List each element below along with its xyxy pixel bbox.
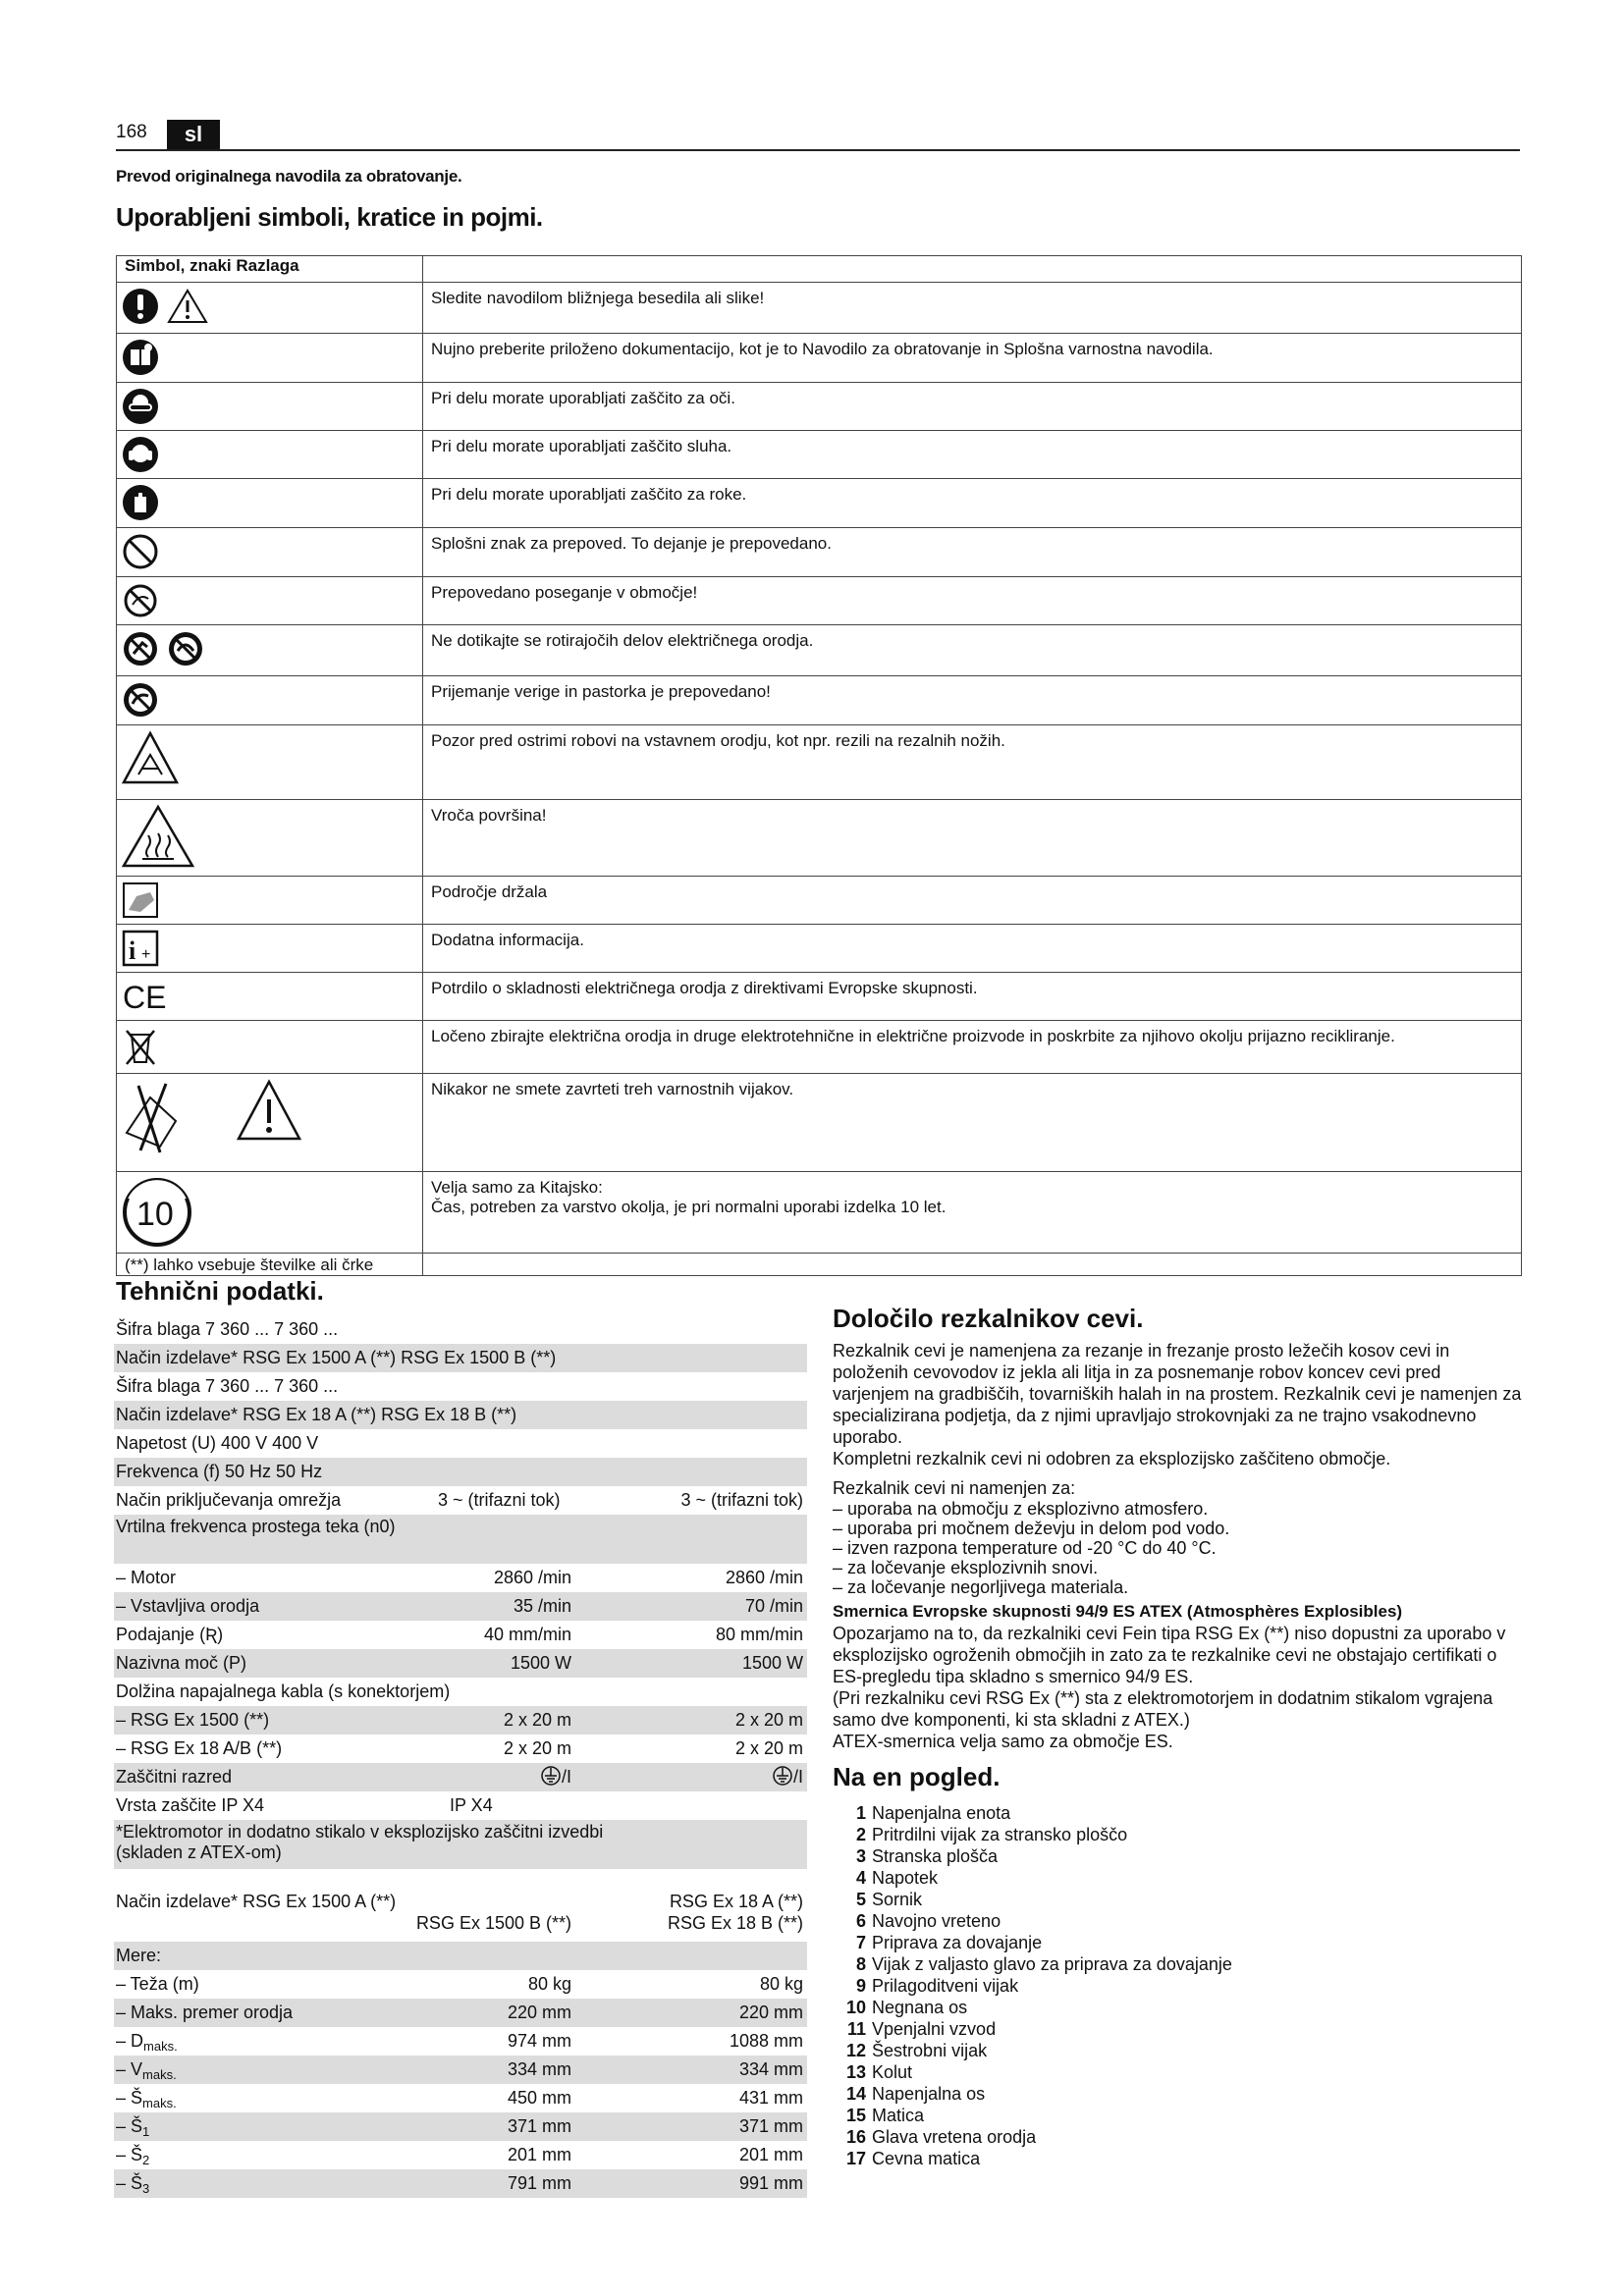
tech-row xyxy=(114,1735,807,1763)
tech-label: Vrtilna frekvenca prostega teka (n0) xyxy=(116,1517,396,1536)
part-name: Stranska plošča xyxy=(872,1846,999,1866)
grip-area-icon xyxy=(117,877,423,925)
tech-value-a: 2 x 20 m xyxy=(503,1738,571,1758)
tech-label: – Š xyxy=(116,2116,143,2136)
tech-label-subscript: maks. xyxy=(143,2039,178,2054)
tech-value-b: 201 mm xyxy=(738,2145,803,2164)
symbol-description: Pri delu morate uporabljati zaščito za oči. xyxy=(431,389,735,407)
symbol-row xyxy=(117,383,1522,431)
tech-row xyxy=(114,1372,807,1401)
tech-label: – Š xyxy=(116,2088,143,2108)
tech-label: – Vstavljiva orodja xyxy=(116,1596,260,1616)
tech-label: Način priključevanja omrežja xyxy=(116,1490,342,1510)
tech-row xyxy=(114,1592,807,1621)
tech-value-b: 371 mm xyxy=(738,2116,803,2136)
no-reach-icon xyxy=(117,577,423,625)
tech-value-b: 1088 mm xyxy=(729,2031,803,2051)
part-number: 2 xyxy=(855,1825,866,1844)
model-b1: RSG Ex 18 A (**) xyxy=(669,1892,803,1911)
part-item xyxy=(846,1910,1522,1932)
symbol-description: Ne dotikajte se rotirajočih delov električnega orodja. xyxy=(431,631,814,650)
part-item xyxy=(846,2040,1522,2061)
ce-mark-icon xyxy=(117,973,423,1021)
tech-value-a: 2860 /min xyxy=(493,1568,571,1587)
tech-row xyxy=(114,2141,807,2169)
tech-label: – Motor xyxy=(116,1568,177,1587)
tech-row xyxy=(114,1999,807,2027)
tech-row xyxy=(114,1942,807,1970)
symbol-row xyxy=(117,925,1522,973)
tech-row xyxy=(114,2056,807,2084)
tech-value-a: 201 mm xyxy=(507,2145,571,2164)
part-item xyxy=(846,1932,1522,1953)
model-label: Način izdelave* RSG Ex 1500 A (**) xyxy=(116,1892,397,1911)
symbol-row xyxy=(117,1172,1522,1254)
tech-row xyxy=(114,2027,807,2056)
tech-value-b: 220 mm xyxy=(738,2002,803,2022)
tech-label: Šifra blaga 7 360 ... 7 360 ... xyxy=(116,1376,339,1396)
hot-surface-icon xyxy=(117,800,423,877)
symbol-row xyxy=(117,1074,1522,1172)
part-item xyxy=(846,1953,1522,1975)
part-name: Šestrobni vijak xyxy=(872,2041,988,2060)
part-number: 11 xyxy=(846,2019,866,2039)
symbol-description: Nikakor ne smete zavrteti treh varnostnih vijakov. xyxy=(431,1080,794,1098)
part-name: Navojno vreteno xyxy=(872,1911,1001,1931)
sharp-edges-icon xyxy=(117,725,423,800)
symbol-row xyxy=(117,431,1522,479)
tech-label: Zaščitni razred xyxy=(116,1767,233,1787)
part-item xyxy=(846,1889,1522,1910)
purpose-list-item: – uporaba na območju z eksplozivno atmosfero. xyxy=(833,1499,1209,1519)
part-item xyxy=(846,2126,1522,2148)
hand-protection-icon xyxy=(117,479,423,528)
no-screws-icon xyxy=(117,1074,423,1172)
symbol-description: Prepovedano poseganje v območje! xyxy=(431,583,698,602)
tech-row xyxy=(114,1515,807,1564)
purpose-list-item: – uporaba pri močnem deževju in delom pod vodo. xyxy=(833,1519,1230,1538)
purpose-list-item: – za ločevanje negorljivega materiala. xyxy=(833,1577,1129,1597)
tech-row xyxy=(114,1791,807,1820)
mandatory-warning-icons xyxy=(117,283,423,334)
weee-bin-icon xyxy=(117,1021,423,1074)
part-item xyxy=(846,2083,1522,2105)
tech-value-a: 1500 W xyxy=(510,1653,571,1673)
svg-text:CE: CE xyxy=(123,980,167,1015)
part-name: Priprava za dovajanje xyxy=(872,1933,1043,1952)
tech-value-b: 80 mm/min xyxy=(715,1625,803,1644)
tech-label: Frekvenca (f) 50 Hz 50 Hz xyxy=(116,1462,323,1481)
part-item xyxy=(846,1975,1522,1997)
symbols-section-title: Uporabljeni simboli, kratice in pojmi. xyxy=(116,202,543,232)
tech-row xyxy=(114,1401,807,1429)
part-number: 4 xyxy=(855,1868,866,1888)
tech-label: Način izdelave* RSG Ex 1500 A (**) RSG Ex 1500 B (**) xyxy=(116,1348,557,1367)
purpose-title: Določilo rezkalnikov cevi. xyxy=(833,1304,1144,1333)
symbol-row xyxy=(117,973,1522,1021)
symbol-row xyxy=(117,577,1522,625)
tech-label: – V xyxy=(116,2059,143,2079)
tech-value-mid: IP X4 xyxy=(450,1795,493,1815)
part-name: Vijak z valjasto glavo za priprava za dovajanje xyxy=(872,1954,1232,1974)
part-name: Prilagoditveni vijak xyxy=(872,1976,1019,1996)
symbol-row xyxy=(117,800,1522,877)
part-number: 12 xyxy=(846,2041,867,2060)
part-name: Glava vretena orodja xyxy=(872,2127,1037,2147)
tech-value-b: 70 /min xyxy=(744,1596,803,1616)
tech-label: – Maks. premer orodja xyxy=(116,2002,294,2022)
part-number: 1 xyxy=(855,1803,866,1823)
right-column xyxy=(833,1304,1522,2169)
part-item xyxy=(846,1867,1522,1889)
symbol-description: Dodatna informacija. xyxy=(431,931,584,949)
symbol-row xyxy=(117,1021,1522,1074)
part-number: 10 xyxy=(846,1998,867,2017)
tech-value-b: 80 kg xyxy=(759,1974,803,1994)
part-item xyxy=(846,2061,1522,2083)
purpose-not-for: Rezkalnik cevi ni namenjen za: xyxy=(833,1478,1076,1498)
part-number: 15 xyxy=(846,2106,867,2125)
tech-label: Nazivna moč (P) xyxy=(116,1653,247,1673)
china-10-icon xyxy=(117,1172,423,1254)
tech-value-b: 2 x 20 m xyxy=(734,1710,803,1730)
part-item xyxy=(846,1802,1522,1824)
no-touch-rotating-icon xyxy=(117,625,423,676)
tech-value-a: 220 mm xyxy=(507,2002,571,2022)
tech-label: – Š xyxy=(116,2173,143,2193)
symbol-description: Pozor pred ostrimi robovi na vstavnem orodju, kot npr. rezili na rezalnih nožih. xyxy=(431,731,1005,750)
symbols-table-footer: (**) lahko vsebuje številke ali črke xyxy=(117,1254,423,1276)
symbol-description: Velja samo za Kitajsko: xyxy=(431,1178,603,1197)
hearing-protection-icon xyxy=(117,431,423,479)
tech-label: Način izdelave* RSG Ex 18 A (**) RSG Ex 18 B (**) xyxy=(116,1405,517,1424)
part-number: 16 xyxy=(846,2127,867,2147)
tech-value-b: 2 x 20 m xyxy=(734,1738,803,1758)
tech-label-subscript: 3 xyxy=(142,2181,150,2196)
tech-label: – RSG Ex 1500 (**) xyxy=(116,1710,270,1730)
tech-row xyxy=(114,1486,807,1515)
svg-text:i: i xyxy=(129,936,136,965)
purpose-ex-note: Kompletni rezkalnik cevi ni odobren za eksplozijsko zaščiteno območje. xyxy=(833,1449,1391,1468)
part-number: 14 xyxy=(846,2084,867,2104)
symbols-table xyxy=(116,255,1522,1276)
atex-note: (Pri rezkalniku cevi RSG Ex (**) sta z elektromotorjem in dodatnim stikalom vgrajena samo dve komponenti, ki sta skladni z ATEX.) xyxy=(833,1688,1493,1730)
tech-row xyxy=(114,2112,807,2141)
part-item xyxy=(846,2148,1522,2169)
model-a: RSG Ex 1500 B (**) xyxy=(415,1913,571,1933)
info-icon xyxy=(117,925,423,973)
part-name: Kolut xyxy=(872,2062,913,2082)
tech-label: Napetost (U) 400 V 400 V xyxy=(116,1433,319,1453)
tech-row xyxy=(114,1649,807,1678)
part-name: Vpenjalni vzvod xyxy=(872,2019,997,2039)
symbol-row xyxy=(117,334,1522,383)
tech-row xyxy=(114,1820,807,1869)
part-number: 6 xyxy=(855,1911,866,1931)
part-name: Napenjalna enota xyxy=(872,1803,1011,1823)
tech-label: Dolžina napajalnega kabla (s konektorjem) xyxy=(116,1682,451,1701)
tech-value-b: 431 mm xyxy=(738,2088,803,2108)
part-number: 8 xyxy=(855,1954,866,1974)
symbol-row xyxy=(117,283,1522,334)
purpose-list-item: – za ločevanje eksplozivnih snovi. xyxy=(833,1558,1099,1577)
tech-label: Mere: xyxy=(116,1946,162,1965)
part-name: Cevna matica xyxy=(872,2149,981,2168)
parts-list xyxy=(833,1802,1522,2169)
symbol-row xyxy=(117,625,1522,676)
tech-row xyxy=(114,2169,807,2198)
tech-label: *Elektromotor in dodatno stikalo v eksplozijsko zaščitni izvedbi (skladen z ATEX-om) xyxy=(116,1822,604,1862)
symbol-description: Nujno preberite priloženo dokumentacijo, kot je to Navodilo za obratovanje in Splošna varnostna navodila. xyxy=(431,340,1214,358)
tech-label: – RSG Ex 18 A/B (**) xyxy=(116,1738,283,1758)
part-item xyxy=(846,1997,1522,2018)
symbol-row xyxy=(117,479,1522,528)
part-number: 13 xyxy=(846,2062,867,2082)
tech-value-a: 371 mm xyxy=(507,2116,571,2136)
tech-value-a: 35 /min xyxy=(513,1596,571,1616)
symbol-description: Pri delu morate uporabljati zaščito za roke. xyxy=(431,485,747,504)
symbol-row xyxy=(117,877,1522,925)
symbol-description: Prijemanje verige in pastorka je prepovedano! xyxy=(431,682,771,701)
tech-row xyxy=(114,1970,807,1999)
symbols-table-header: Simbol, znaki Razlaga xyxy=(117,256,423,283)
part-item xyxy=(846,1824,1522,1845)
tech-label: Šifra blaga 7 360 ... 7 360 ... xyxy=(116,1319,339,1339)
eye-protection-icon xyxy=(117,383,423,431)
tech-value-mid: 3 ~ (trifazni tok) xyxy=(438,1490,561,1510)
svg-text:10: 10 xyxy=(136,1196,174,1233)
tech-row xyxy=(114,1458,807,1486)
tech-value-b: 2860 /min xyxy=(725,1568,803,1587)
model-header-row xyxy=(114,1891,807,1942)
tech-label: Vrsta zaščite IP X4 xyxy=(116,1795,265,1815)
part-name: Sornik xyxy=(872,1890,923,1909)
tech-row xyxy=(114,1344,807,1372)
tech-row xyxy=(114,1429,807,1458)
tech-row xyxy=(114,1621,807,1649)
tech-data-title: Tehnični podatki. xyxy=(116,1276,324,1306)
symbol-row xyxy=(117,676,1522,725)
part-name: Matica xyxy=(872,2106,925,2125)
tech-value-b: 3 ~ (trifazni tok) xyxy=(680,1490,803,1510)
tech-row xyxy=(114,1564,807,1592)
protection-class-icon xyxy=(540,1765,562,1787)
part-name: Negnana os xyxy=(872,1998,968,2017)
atex-scope: ATEX-smernica velja samo za območje ES. xyxy=(833,1732,1173,1751)
tech-value-a: 40 mm/min xyxy=(483,1625,571,1644)
symbol-row xyxy=(117,528,1522,577)
tech-row xyxy=(114,1678,807,1706)
purpose-list xyxy=(833,1499,1522,1597)
tech-row xyxy=(114,1763,807,1791)
tech-value-b: 1500 W xyxy=(741,1653,803,1673)
page-number: 168 xyxy=(116,122,147,142)
tech-label: – Teža (m) xyxy=(116,1974,199,1994)
tech-value-a: 791 mm xyxy=(507,2173,571,2193)
atex-paragraph: Opozarjamo na to, da rezkalniki cevi Fein tipa RSG Ex (**) niso dopustni za uporabo v eksplozijsko ogroženih območjih in zato za te rezkalnike cevi ne obstajajo certifikati o ES-pregledu tipa skladno s smernico 94/9 ES. xyxy=(833,1624,1506,1686)
symbol-description: Ločeno zbirajte električna orodja in druge elektrotehnične in električne proizvode in poskrbite za njihovo okolju prijazno recikliranje. xyxy=(431,1027,1395,1045)
tech-row xyxy=(114,2084,807,2112)
purpose-list-item: – izven razpona temperature od -20 °C do 40 °C. xyxy=(833,1538,1217,1558)
overview-title: Na en pogled. xyxy=(833,1762,1001,1791)
symbol-description: Področje držala xyxy=(431,882,548,901)
tech-row xyxy=(114,1706,807,1735)
no-chain-grip-icon xyxy=(117,676,423,725)
language-badge: sl xyxy=(167,120,220,149)
tech-value-a: 974 mm xyxy=(507,2031,571,2051)
tech-value-a: 2 x 20 m xyxy=(503,1710,571,1730)
tech-label-subscript: 2 xyxy=(142,2153,150,2167)
tech-label: – D xyxy=(116,2031,144,2051)
part-item xyxy=(846,2018,1522,2040)
tech-data-table xyxy=(114,1315,807,2198)
tech-label-subscript: maks. xyxy=(142,2067,177,2082)
document-subtitle: Prevod originalnega navodila za obratovanje. xyxy=(116,167,462,186)
tech-label-subscript: 1 xyxy=(142,2124,150,2139)
symbol-description: Splošni znak za prepoved. To dejanje je prepovedano. xyxy=(431,534,832,553)
tech-row xyxy=(114,1315,807,1344)
part-number: 17 xyxy=(846,2149,867,2168)
part-name: Napenjalna os xyxy=(872,2084,986,2104)
tech-value-b: /I xyxy=(772,1763,803,1790)
protection-class-icon xyxy=(772,1765,793,1787)
tech-value-b: 334 mm xyxy=(738,2059,803,2079)
part-number: 3 xyxy=(855,1846,866,1866)
tech-value-a: 80 kg xyxy=(527,1974,571,1994)
symbol-row xyxy=(117,725,1522,800)
symbol-description-2: Čas, potreben za varstvo okolja, je pri normalni uporabi izdelka 10 let. xyxy=(431,1198,947,1216)
part-item xyxy=(846,1845,1522,1867)
symbol-description: Sledite navodilom bližnjega besedila ali slike! xyxy=(431,289,765,307)
part-number: 5 xyxy=(855,1890,866,1909)
svg-text:+: + xyxy=(141,946,151,963)
symbol-description: Vroča površina! xyxy=(431,806,547,825)
symbol-description: Pri delu morate uporabljati zaščito sluha. xyxy=(431,437,732,455)
symbol-description: Potrdilo o skladnosti električnega orodja z direktivami Evropske skupnosti. xyxy=(431,979,978,997)
atex-title: Smernica Evropske skupnosti 94/9 ES ATEX (Atmosphères Explosibles) xyxy=(833,1602,1403,1621)
part-name: Napotek xyxy=(872,1868,939,1888)
part-item xyxy=(846,2105,1522,2126)
tech-label-subscript: maks. xyxy=(142,2096,177,2110)
part-number: 7 xyxy=(855,1933,866,1952)
tech-value-a: 334 mm xyxy=(507,2059,571,2079)
page-header xyxy=(116,120,1520,151)
model-b2: RSG Ex 18 B (**) xyxy=(667,1913,803,1933)
prohibition-icon xyxy=(117,528,423,577)
tech-value-b: 991 mm xyxy=(738,2173,803,2193)
read-manual-icon xyxy=(117,334,423,383)
part-name: Pritrdilni vijak za stransko ploščo xyxy=(872,1825,1128,1844)
tech-value-a: /I xyxy=(540,1763,571,1790)
purpose-paragraph: Rezkalnik cevi je namenjena za rezanje in frezanje prosto ležečih kosov cevi in položenih cevovodov iz jekla ali litja in za posnemanje robov koncev cevi pred varjenjem na gradbiščih, tovarniških halah in na prostem. Rezkalnik cevi je namenjen za specializirana podjetja, da z njimi upravljajo strokovnjaki za ne trajno vsakodnevno uporabo. xyxy=(833,1341,1522,1447)
tech-label: Podajanje (Ʀ) xyxy=(116,1625,224,1644)
tech-label: – Š xyxy=(116,2145,143,2164)
tech-value-a: 450 mm xyxy=(507,2088,571,2108)
part-number: 9 xyxy=(855,1976,866,1996)
